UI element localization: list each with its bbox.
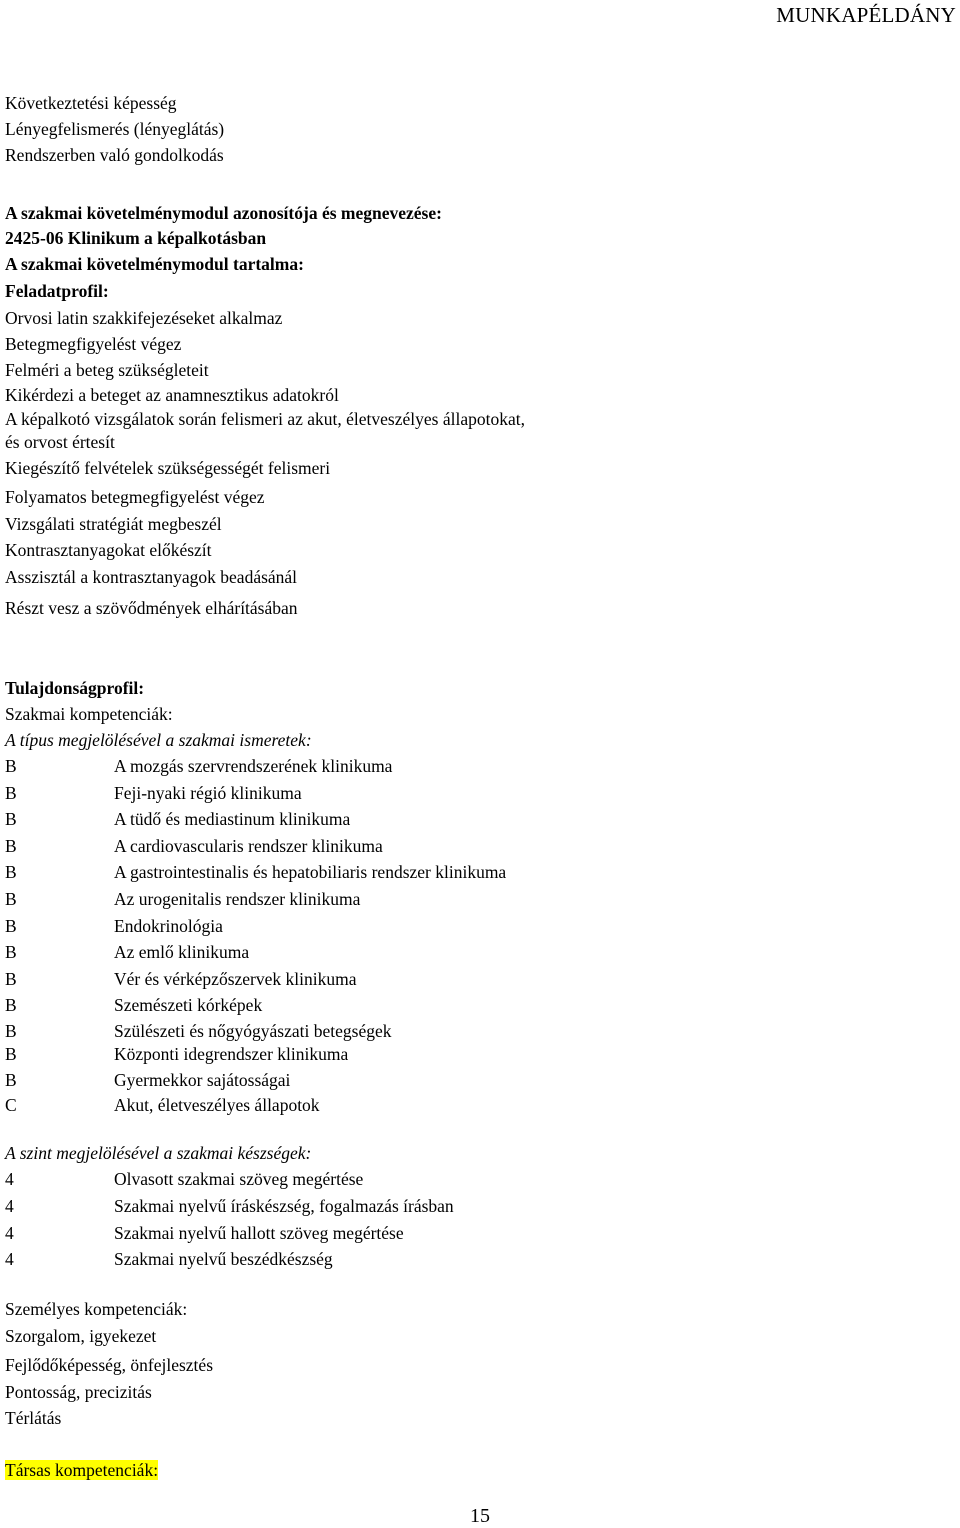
task-item: Orvosi latin szakkifejezéseket alkalmaz [5, 308, 283, 328]
knowledge-type: B [5, 756, 17, 776]
professional-competencies-heading: Szakmai kompetenciák: [5, 704, 173, 724]
knowledge-type: B [5, 783, 17, 803]
knowledge-text: Szemészeti kórképek [114, 995, 263, 1015]
knowledge-row [5, 861, 506, 883]
skill-row [5, 1168, 363, 1190]
knowledge-text: Akut, életveszélyes állapotok [114, 1095, 320, 1115]
knowledge-type: C [5, 1095, 17, 1115]
task-item: Betegmegfigyelést végez [5, 334, 182, 354]
personal-item: Pontosság, precizitás [5, 1382, 152, 1402]
knowledge-text: A mozgás szervrendszerének klinikuma [114, 756, 393, 776]
knowledge-row [5, 1069, 290, 1091]
knowledge-row [5, 1043, 348, 1065]
personal-competencies-heading: Személyes kompetenciák: [5, 1299, 188, 1319]
module-id-value: 2425-06 Klinikum a képalkotásban [5, 228, 267, 248]
skill-row [5, 1195, 454, 1217]
knowledge-text: A cardiovascularis rendszer klinikuma [114, 836, 383, 856]
knowledge-text: Vér és vérképzőszervek klinikuma [114, 969, 357, 989]
social-competencies-heading [5, 1459, 158, 1481]
knowledge-row [5, 941, 249, 963]
task-item: Kiegészítő felvételek szükségességét felismeri [5, 458, 331, 478]
knowledge-type: B [5, 889, 17, 909]
knowledge-row [5, 888, 360, 910]
knowledge-row [5, 782, 302, 804]
intro-line: Lényegfelismerés (lényeglátás) [5, 119, 225, 139]
knowledge-text: Központi idegrendszer klinikuma [114, 1044, 349, 1064]
highlighted-text: Társas kompetenciák: [5, 1460, 159, 1480]
skill-text: Szakmai nyelvű íráskészség, fogalmazás írásban [114, 1196, 454, 1216]
knowledge-type: B [5, 995, 17, 1015]
task-profile-heading: Feladatprofil: [5, 281, 109, 301]
task-item: A képalkotó vizsgálatok során felismeri az akut, életveszélyes állapotokat, [5, 409, 525, 429]
module-content-heading: A szakmai követelménymodul tartalma: [5, 254, 304, 274]
knowledge-type: B [5, 836, 17, 856]
knowledge-row [5, 915, 223, 937]
skill-text: Olvasott szakmai szöveg megértése [114, 1169, 364, 1189]
skill-level: 4 [5, 1223, 14, 1243]
knowledge-text: A tüdő és mediastinum klinikuma [114, 809, 351, 829]
personal-item: Fejlődőképesség, önfejlesztés [5, 1355, 214, 1375]
knowledge-type: B [5, 916, 17, 936]
knowledge-text: Szülészeti és nőgyógyászati betegségek [114, 1021, 392, 1041]
task-item: Folyamatos betegmegfigyelést végez [5, 487, 265, 507]
page-number: 15 [470, 1505, 490, 1527]
task-item: és orvost értesít [5, 432, 115, 452]
skill-text: Szakmai nyelvű hallott szöveg megértése [114, 1223, 404, 1243]
skill-row [5, 1248, 333, 1270]
knowledge-type: B [5, 809, 17, 829]
knowledge-row [5, 835, 383, 857]
knowledge-type: B [5, 942, 17, 962]
knowledge-text: Az urogenitalis rendszer klinikuma [114, 889, 361, 909]
skill-row [5, 1222, 404, 1244]
knowledge-type: B [5, 1021, 17, 1041]
skills-heading: A szint megjelölésével a szakmai készségek: [5, 1143, 312, 1163]
knowledge-text: A gastrointestinalis és hepatobiliaris rendszer klinikuma [114, 862, 507, 882]
knowledge-row [5, 1020, 391, 1042]
task-item: Kontrasztanyagokat előkészít [5, 540, 212, 560]
knowledge-text: Gyermekkor sajátosságai [114, 1070, 291, 1090]
skill-text: Szakmai nyelvű beszédkészség [114, 1249, 333, 1269]
knowledge-text: Az emlő klinikuma [114, 942, 250, 962]
knowledge-row [5, 1094, 320, 1116]
task-item: Asszisztál a kontrasztanyagok beadásánál [5, 567, 298, 587]
knowledge-type: B [5, 1044, 17, 1064]
task-item: Vizsgálati stratégiát megbeszél [5, 514, 222, 534]
property-profile-heading: Tulajdonságprofil: [5, 678, 145, 698]
knowledge-row [5, 755, 392, 777]
task-item: Kikérdezi a beteget az anamnesztikus adatokról [5, 385, 339, 405]
task-item: Részt vesz a szövődmények elhárításában [5, 598, 298, 618]
knowledge-type: B [5, 862, 17, 882]
personal-item: Szorgalom, igyekezet [5, 1326, 157, 1346]
knowledge-heading: A típus megjelölésével a szakmai ismeretek: [5, 730, 312, 750]
skill-level: 4 [5, 1196, 14, 1216]
knowledge-text: Endokrinológia [114, 916, 223, 936]
intro-line: Következtetési képesség [5, 93, 177, 113]
personal-item: Térlátás [5, 1408, 62, 1428]
knowledge-type: B [5, 1070, 17, 1090]
knowledge-row [5, 968, 356, 990]
knowledge-row [5, 808, 350, 830]
module-id-heading: A szakmai követelménymodul azonosítója és megnevezése: [5, 203, 442, 223]
knowledge-text: Feji-nyaki régió klinikuma [114, 783, 302, 803]
intro-line: Rendszerben való gondolkodás [5, 145, 224, 165]
knowledge-type: B [5, 969, 17, 989]
task-item: Felméri a beteg szükségleteit [5, 360, 209, 380]
knowledge-row [5, 994, 262, 1016]
skill-level: 4 [5, 1249, 14, 1269]
document-header: MUNKAPÉLDÁNY [776, 3, 956, 27]
skill-level: 4 [5, 1169, 14, 1189]
